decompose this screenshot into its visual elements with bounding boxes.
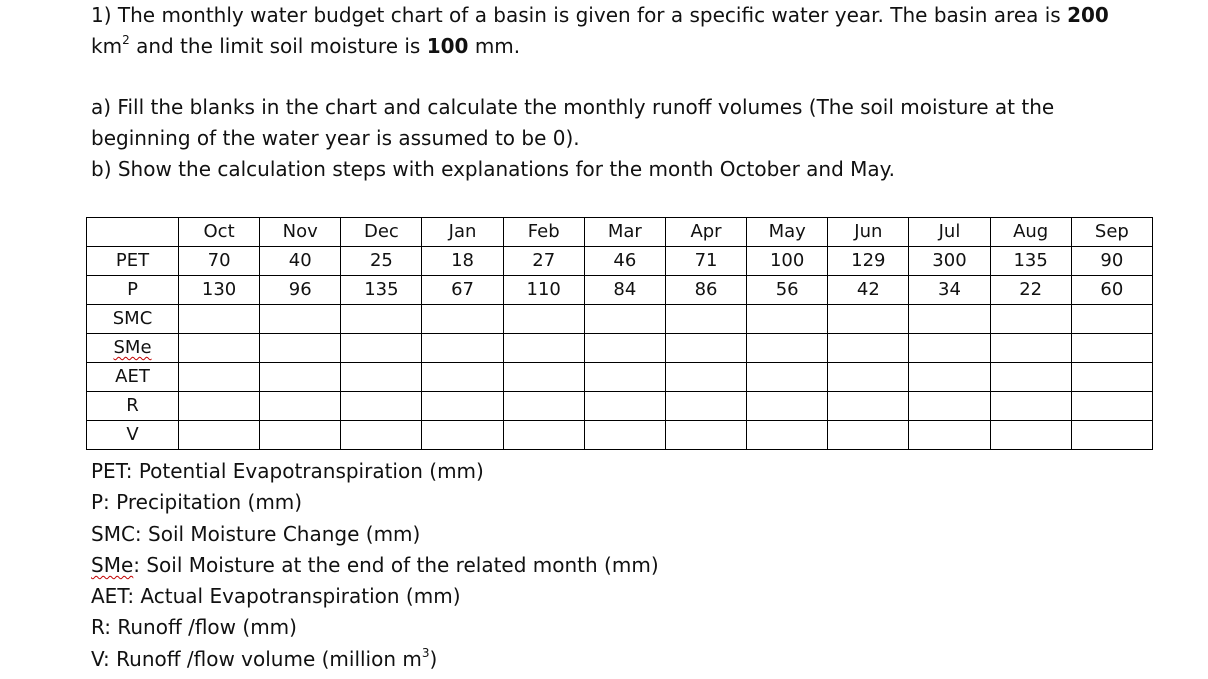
row-label: R [87,392,179,421]
part-a-line2: beginning of the water year is assumed to be 0). [91,126,580,150]
intro-text-a: 1) The monthly water budget chart of a basin is given for a specific water year. The basin area is [91,3,1068,27]
blank-cell [341,363,422,392]
blank-cell [584,334,665,363]
legend-item-aet: AET: Actual Evapotranspiration (mm) [91,584,461,609]
blank-cell [828,334,909,363]
table-cell: 86 [665,276,746,305]
table-cell: 129 [828,247,909,276]
table-cell: 90 [1071,247,1152,276]
blank-cell [422,363,503,392]
legend-item-smc: SMC: Soil Moisture Change (mm) [91,521,421,546]
row-label: AET [87,363,179,392]
blank-cell [828,363,909,392]
blank-cell [747,392,828,421]
table-cell: 67 [422,276,503,305]
table-cell: 96 [260,276,341,305]
blank-cell [665,363,746,392]
legend-item-r: R: Runoff /flow (mm) [91,615,297,640]
soil-limit-value: 100 [426,34,469,58]
table-cell: 110 [503,276,584,305]
blank-cell [1071,421,1152,450]
table-cell: 60 [1071,276,1152,305]
legend-v-text: V: Runoff /flow volume (million m [91,646,422,671]
blank-cell [503,421,584,450]
blank-cell [422,421,503,450]
month-header: Dec [341,218,422,247]
table-row-pet [87,247,1153,276]
blank-cell [422,334,503,363]
month-header: Oct [179,218,260,247]
month-header: Feb [503,218,584,247]
blank-cell [584,421,665,450]
table-cell: 40 [260,247,341,276]
table-cell: 46 [584,247,665,276]
month-header: Jul [909,218,990,247]
blank-cell [584,305,665,334]
blank-cell [260,421,341,450]
blank-cell [665,334,746,363]
blank-cell [665,305,746,334]
blank-cell [909,305,990,334]
legend-sme-text: : Soil Moisture at the end of the related month (mm) [133,552,659,577]
water-budget-table [86,217,1153,450]
blank-cell [990,421,1071,450]
legend-sme-abbr: SMe [91,552,134,577]
abbreviation-legend [91,456,659,675]
blank-cell [341,392,422,421]
row-label-sme: SMe [113,337,152,358]
month-header: Mar [584,218,665,247]
blank-cell [179,392,260,421]
blank-cell [909,392,990,421]
blank-cell [260,363,341,392]
blank-cell [909,334,990,363]
legend-item-p: P: Precipitation (mm) [91,490,303,515]
blank-cell [260,392,341,421]
blank-cell [747,363,828,392]
legend-item-pet: PET: Potential Evapotranspiration (mm) [91,459,484,483]
table-cell: 130 [179,276,260,305]
blank-cell [341,421,422,450]
legend-v-superscript: 3 [421,646,430,661]
blank-cell [584,363,665,392]
blank-cell [584,392,665,421]
area-unit-superscript: 2 [122,33,130,48]
table-row-aet [87,363,1153,392]
table-cell: 70 [179,247,260,276]
blank-cell [260,305,341,334]
row-label: SMC [87,305,179,334]
blank-cell [503,305,584,334]
blank-cell [990,334,1071,363]
blank-cell [828,305,909,334]
legend-item-v [91,644,659,675]
table-cell: 25 [341,247,422,276]
table-cell: 300 [909,247,990,276]
blank-cell [179,334,260,363]
question-intro [91,0,1161,62]
intro-text-b: km [91,34,123,58]
table-cell: 42 [828,276,909,305]
month-header: Jan [422,218,503,247]
blank-cell [503,334,584,363]
table-cell: 71 [665,247,746,276]
blank-cell [341,305,422,334]
intro-text-d: mm. [468,34,521,58]
blank-cell [747,305,828,334]
row-label: V [87,421,179,450]
table-cell: 22 [990,276,1071,305]
table-cell: 27 [503,247,584,276]
intro-text-c: and the limit soil moisture is [129,34,427,58]
blank-cell [1071,305,1152,334]
table-row-smc [87,305,1153,334]
blank-cell [665,421,746,450]
part-a-line1: a) Fill the blanks in the chart and calculate the monthly runoff volumes (The soil moisture at the [91,95,1055,119]
blank-cell [179,305,260,334]
row-label: P [87,276,179,305]
blank-cell [828,392,909,421]
table-header-row [87,218,1153,247]
blank-cell [503,363,584,392]
part-b-text: b) Show the calculation steps with explanations for the month October and May. [91,157,896,181]
month-header: Sep [1071,218,1152,247]
blank-cell [990,392,1071,421]
table-row-r [87,392,1153,421]
table-cell: 34 [909,276,990,305]
table-cell: 135 [990,247,1071,276]
blank-cell [1071,363,1152,392]
blank-cell [828,421,909,450]
blank-cell [909,421,990,450]
blank-cell [909,363,990,392]
blank-cell [1071,334,1152,363]
header-corner-cell [87,218,179,247]
blank-cell [665,392,746,421]
month-header: May [747,218,828,247]
table-row-sme [87,334,1153,363]
row-label [87,334,179,363]
month-header: Aug [990,218,1071,247]
blank-cell [179,363,260,392]
blank-cell [990,363,1071,392]
table-cell: 100 [747,247,828,276]
month-header: Jun [828,218,909,247]
table-row-p [87,276,1153,305]
month-header: Nov [260,218,341,247]
blank-cell [260,334,341,363]
table-cell: 56 [747,276,828,305]
blank-cell [341,334,422,363]
legend-v-close: ) [429,646,438,671]
month-header: Apr [665,218,746,247]
blank-cell [179,421,260,450]
blank-cell [422,392,503,421]
blank-cell [990,305,1071,334]
table-row-v [87,421,1153,450]
blank-cell [747,421,828,450]
table-cell: 84 [584,276,665,305]
legend-item-sme [91,550,659,581]
table-cell: 135 [341,276,422,305]
table-cell: 18 [422,247,503,276]
question-parts [91,92,1161,185]
row-label: PET [87,247,179,276]
blank-cell [422,305,503,334]
blank-cell [747,334,828,363]
basin-area-value: 200 [1067,3,1109,27]
blank-cell [503,392,584,421]
blank-cell [1071,392,1152,421]
